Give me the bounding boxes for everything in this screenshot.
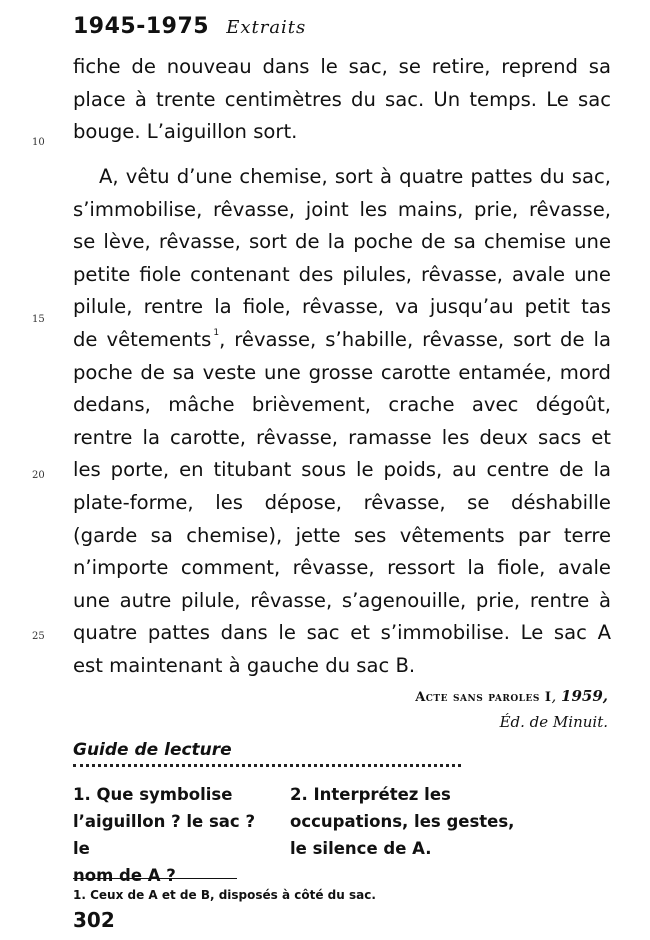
text-line: petite fiole contenant des pilules, rêvasse, avale une (73, 262, 611, 286)
text-line: plate-forme, les dépose, rêvasse, se déshabille (73, 490, 611, 514)
text-line: pilule, rentre la fiole, rêvasse, va jusqu’au petit tas (73, 295, 611, 319)
line-number: 20 (32, 470, 45, 481)
text-line: place à trente centimètres du sac. Un temps. Le sac (73, 87, 611, 111)
text-line-with-note (73, 324, 611, 357)
text-line: n’importe comment, rêvasse, ressort la fiole, avale (73, 556, 611, 580)
text-line: (garde sa chemise), jette ses vêtements par terre (73, 523, 611, 547)
footnote-marker: 1 (213, 327, 220, 338)
running-header (73, 14, 306, 39)
text-line: s’immobilise, rêvasse, joint les mains, prie, rêvasse, (73, 197, 611, 221)
line-number: 15 (32, 314, 45, 325)
text-segment: , rêvasse, s’habille, rêvasse, sort de la (219, 327, 611, 351)
page-number: 302 (73, 908, 115, 932)
question-line: 1. Que symbolise (73, 785, 233, 804)
question-2 (290, 781, 520, 862)
line-number: 10 (32, 137, 45, 148)
question-line: nom de A ? (73, 866, 176, 885)
text-line: les porte, en titubant sous le poids, au centre de la (73, 458, 611, 482)
question-line: le silence de A. (290, 839, 432, 858)
text-line: dedans, mâche brièvement, crache avec dégoût, (73, 393, 611, 417)
text-line: rentre la carotte, rêvasse, ramasse les deux sacs et (73, 425, 611, 449)
dotted-divider (73, 764, 461, 767)
header-label: Extraits (226, 17, 307, 38)
text-line: poche de sa veste une grosse carotte entamée, mord (73, 360, 611, 384)
paragraph-1 (73, 51, 611, 149)
text-line: une autre pilule, rêvasse, s’agenouille, prie, rentre à (73, 588, 611, 612)
text-segment: de vêtements (73, 327, 212, 351)
footnote-rule (73, 878, 237, 879)
text-line: bouge. L’aiguillon sort. (73, 120, 298, 144)
text-line: est maintenant à gauche du sac B. (73, 653, 416, 677)
footnote: 1. Ceux de A et de B, disposés à côté du sac. (73, 888, 376, 902)
citation-publisher: Éd. de Minuit. (499, 713, 608, 731)
guide-title: Guide de lecture (73, 740, 232, 760)
source-citation: Acte sans paroles I, 1959, Éd. de Minuit. (415, 684, 608, 734)
text-line: se lève, rêvasse, sort de la poche de sa chemise une (73, 230, 611, 254)
question-line: occupations, les gestes, (290, 812, 515, 831)
text-line: quatre pattes dans le sac et s’immobilise. Le sac A (73, 621, 611, 645)
text-line: fiche de nouveau dans le sac, se retire, reprend sa (73, 55, 611, 78)
paragraph-2 (73, 161, 611, 683)
citation-title: Acte sans paroles I (415, 690, 552, 705)
question-line: l’aiguillon ? le sac ? le (73, 812, 256, 858)
line-number: 25 (32, 631, 45, 642)
question-line: 2. Interprétez les (290, 785, 451, 804)
citation-year: 1959, (561, 687, 608, 705)
question-1 (73, 781, 273, 889)
text-line: A, vêtu d’une chemise, sort à quatre pattes du sac, (99, 165, 611, 188)
header-years: 1945-1975 (73, 14, 210, 39)
